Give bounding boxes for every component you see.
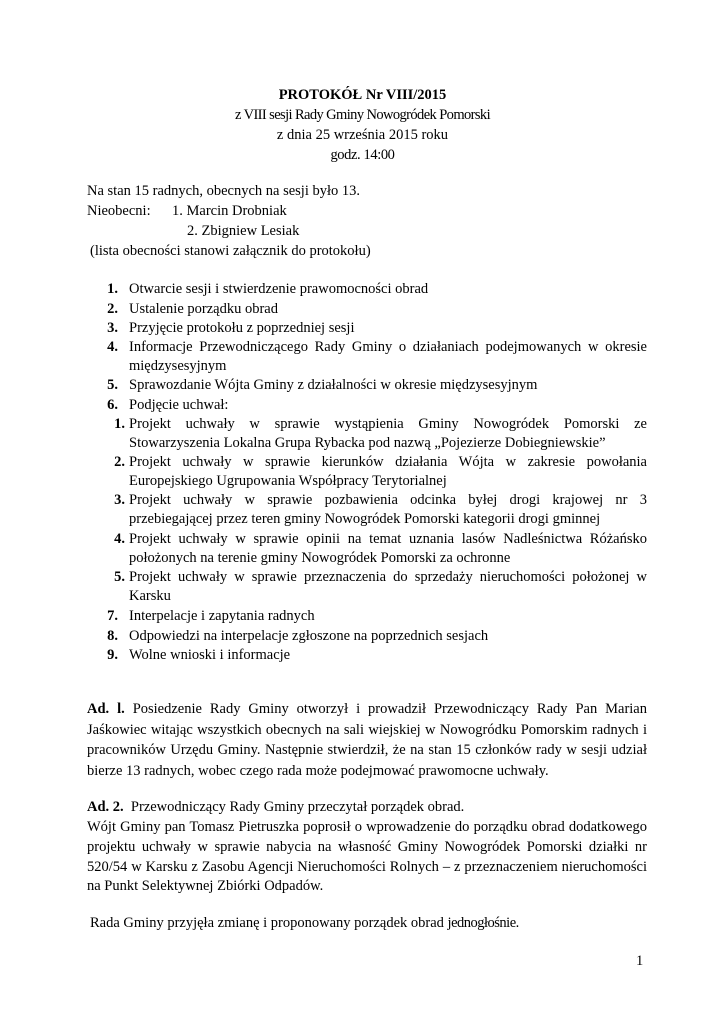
agenda-item: Ustalenie porządku obrad — [129, 301, 278, 317]
agenda-item: Przyjęcie protokołu z poprzedniej sesji — [129, 320, 355, 336]
absent-member: 1. Marcin Drobniak — [172, 203, 287, 219]
session-line: z VIII sesji Rady Gminy Nowogródek Pomorski — [234, 107, 491, 123]
agenda-item: Interpelacje i zapytania radnych — [129, 608, 315, 624]
resolution-number: 3. — [114, 492, 125, 508]
agenda-item: Sprawozdanie Wójta Gminy z działalności w okresie międzysesyjnym — [129, 377, 538, 393]
agenda-number: 9. — [107, 647, 118, 663]
agenda-item: Wolne wnioski i informacje — [129, 647, 291, 663]
date-line: z dnia 25 września 2015 roku — [276, 127, 449, 143]
resolution-item: Projekt uchwały w sprawie opinii na temat uznania lasów Nadleśnictwa Różańsko położonych na terenie gminy Nowogródek Pomorski za ochronne — [129, 531, 647, 566]
ad2-decision — [90, 914, 519, 932]
ad2-text: Wójt Gminy pan Tomasz Pietruszka poprosił o wprowadzenie do porządku obrad dodatkowego projektu uchwały w sprawie nabycia na własność Gminy Nowogródek Pomorski działki nr 520/54 w Karsku z Zasobu Agencji Nieruchomości Rolnych – z przeznaczeniem nieruchomości na Punkt Selektywnej Zbiórki Odpadów. — [87, 819, 647, 895]
resolution-number: 4. — [114, 531, 125, 547]
ad2-intro: Przewodniczący Rady Gminy przeczytał porządek obrad. — [130, 799, 465, 815]
agenda-number: 1. — [107, 281, 118, 297]
absent-member: 2. Zbigniew Lesiak — [187, 223, 300, 239]
ad2-intro-line — [87, 798, 464, 816]
ad1-paragraph — [87, 699, 647, 781]
agenda-item: Informacje Przewodniczącego Rady Gminy o działaniach podejmowanych w okresie międzysesyjnym — [129, 339, 647, 374]
resolution-number: 1. — [114, 416, 125, 432]
ad1-text: Posiedzenie Rady Gminy otworzył i prowadził Przewodniczący Rady Pan Marian Jaśkowiec witając wszystkich obecnych na sali wiejskiej w Nowogródku Pomorskim radnych i pracowników Urzędu Gminy. Następnie stwierdził, że na stan 15 członków rady w sesji udział bierze 13 radnych, wobec czego rada może podejmować prawomocne uchwały. — [87, 701, 647, 779]
attendance-summary: Na stan 15 radnych, obecnych na sesji było 13. — [87, 183, 361, 199]
document-title: PROTOKÓŁ Nr VIII/2015 — [278, 87, 447, 103]
ad2-decision-text: Rada Gminy przyjęła zmianę i proponowany porządek obrad — [90, 915, 444, 931]
ad2-decision-result: jednogłośnie. — [447, 915, 519, 931]
resolution-item: Projekt uchwały w sprawie pozbawienia odcinka byłej drogi krajowej nr 3 przebiegającej przez teren gminy Nowogródek Pomorski kategorii drogi gminnej — [129, 492, 647, 527]
agenda-number: 2. — [107, 301, 118, 317]
agenda-number: 6. — [107, 397, 118, 413]
resolution-number: 2. — [114, 454, 125, 470]
page-number: 1 — [636, 953, 644, 969]
agenda-item: Otwarcie sesji i stwierdzenie prawomocności obrad — [129, 281, 429, 297]
agenda-number: 4. — [107, 339, 118, 355]
ad2-label: Ad. 2. — [87, 799, 124, 815]
time-line: godz. 14:00 — [330, 147, 395, 163]
agenda-number: 7. — [107, 608, 118, 624]
resolution-item: Projekt uchwały w sprawie wystąpienia Gminy Nowogródek Pomorski ze Stowarzyszenia Lokalna Grupa Rybacka pod nazwą „Pojezierze Dobiegniewskie” — [129, 416, 647, 451]
attendance-note: (lista obecności stanowi załącznik do protokołu) — [90, 243, 371, 259]
agenda-number: 8. — [107, 628, 118, 644]
resolution-item: Projekt uchwały w sprawie kierunków działania Wójta w zakresie powołania Europejskiego Ugrupowania Współpracy Terytorialnej — [129, 454, 647, 489]
agenda-number: 3. — [107, 320, 118, 336]
resolution-item: Projekt uchwały w sprawie przeznaczenia do sprzedaży nieruchomości położonej w Karsku — [129, 569, 647, 604]
agenda-item: Odpowiedzi na interpelacje zgłoszone na poprzednich sesjach — [129, 628, 489, 644]
resolution-number: 5. — [114, 569, 125, 585]
agenda-number: 5. — [107, 377, 118, 393]
ad1-label: Ad. l. — [87, 701, 125, 717]
agenda-item: Podjęcie uchwał: — [129, 397, 229, 413]
absent-label: Nieobecni: — [87, 203, 151, 219]
